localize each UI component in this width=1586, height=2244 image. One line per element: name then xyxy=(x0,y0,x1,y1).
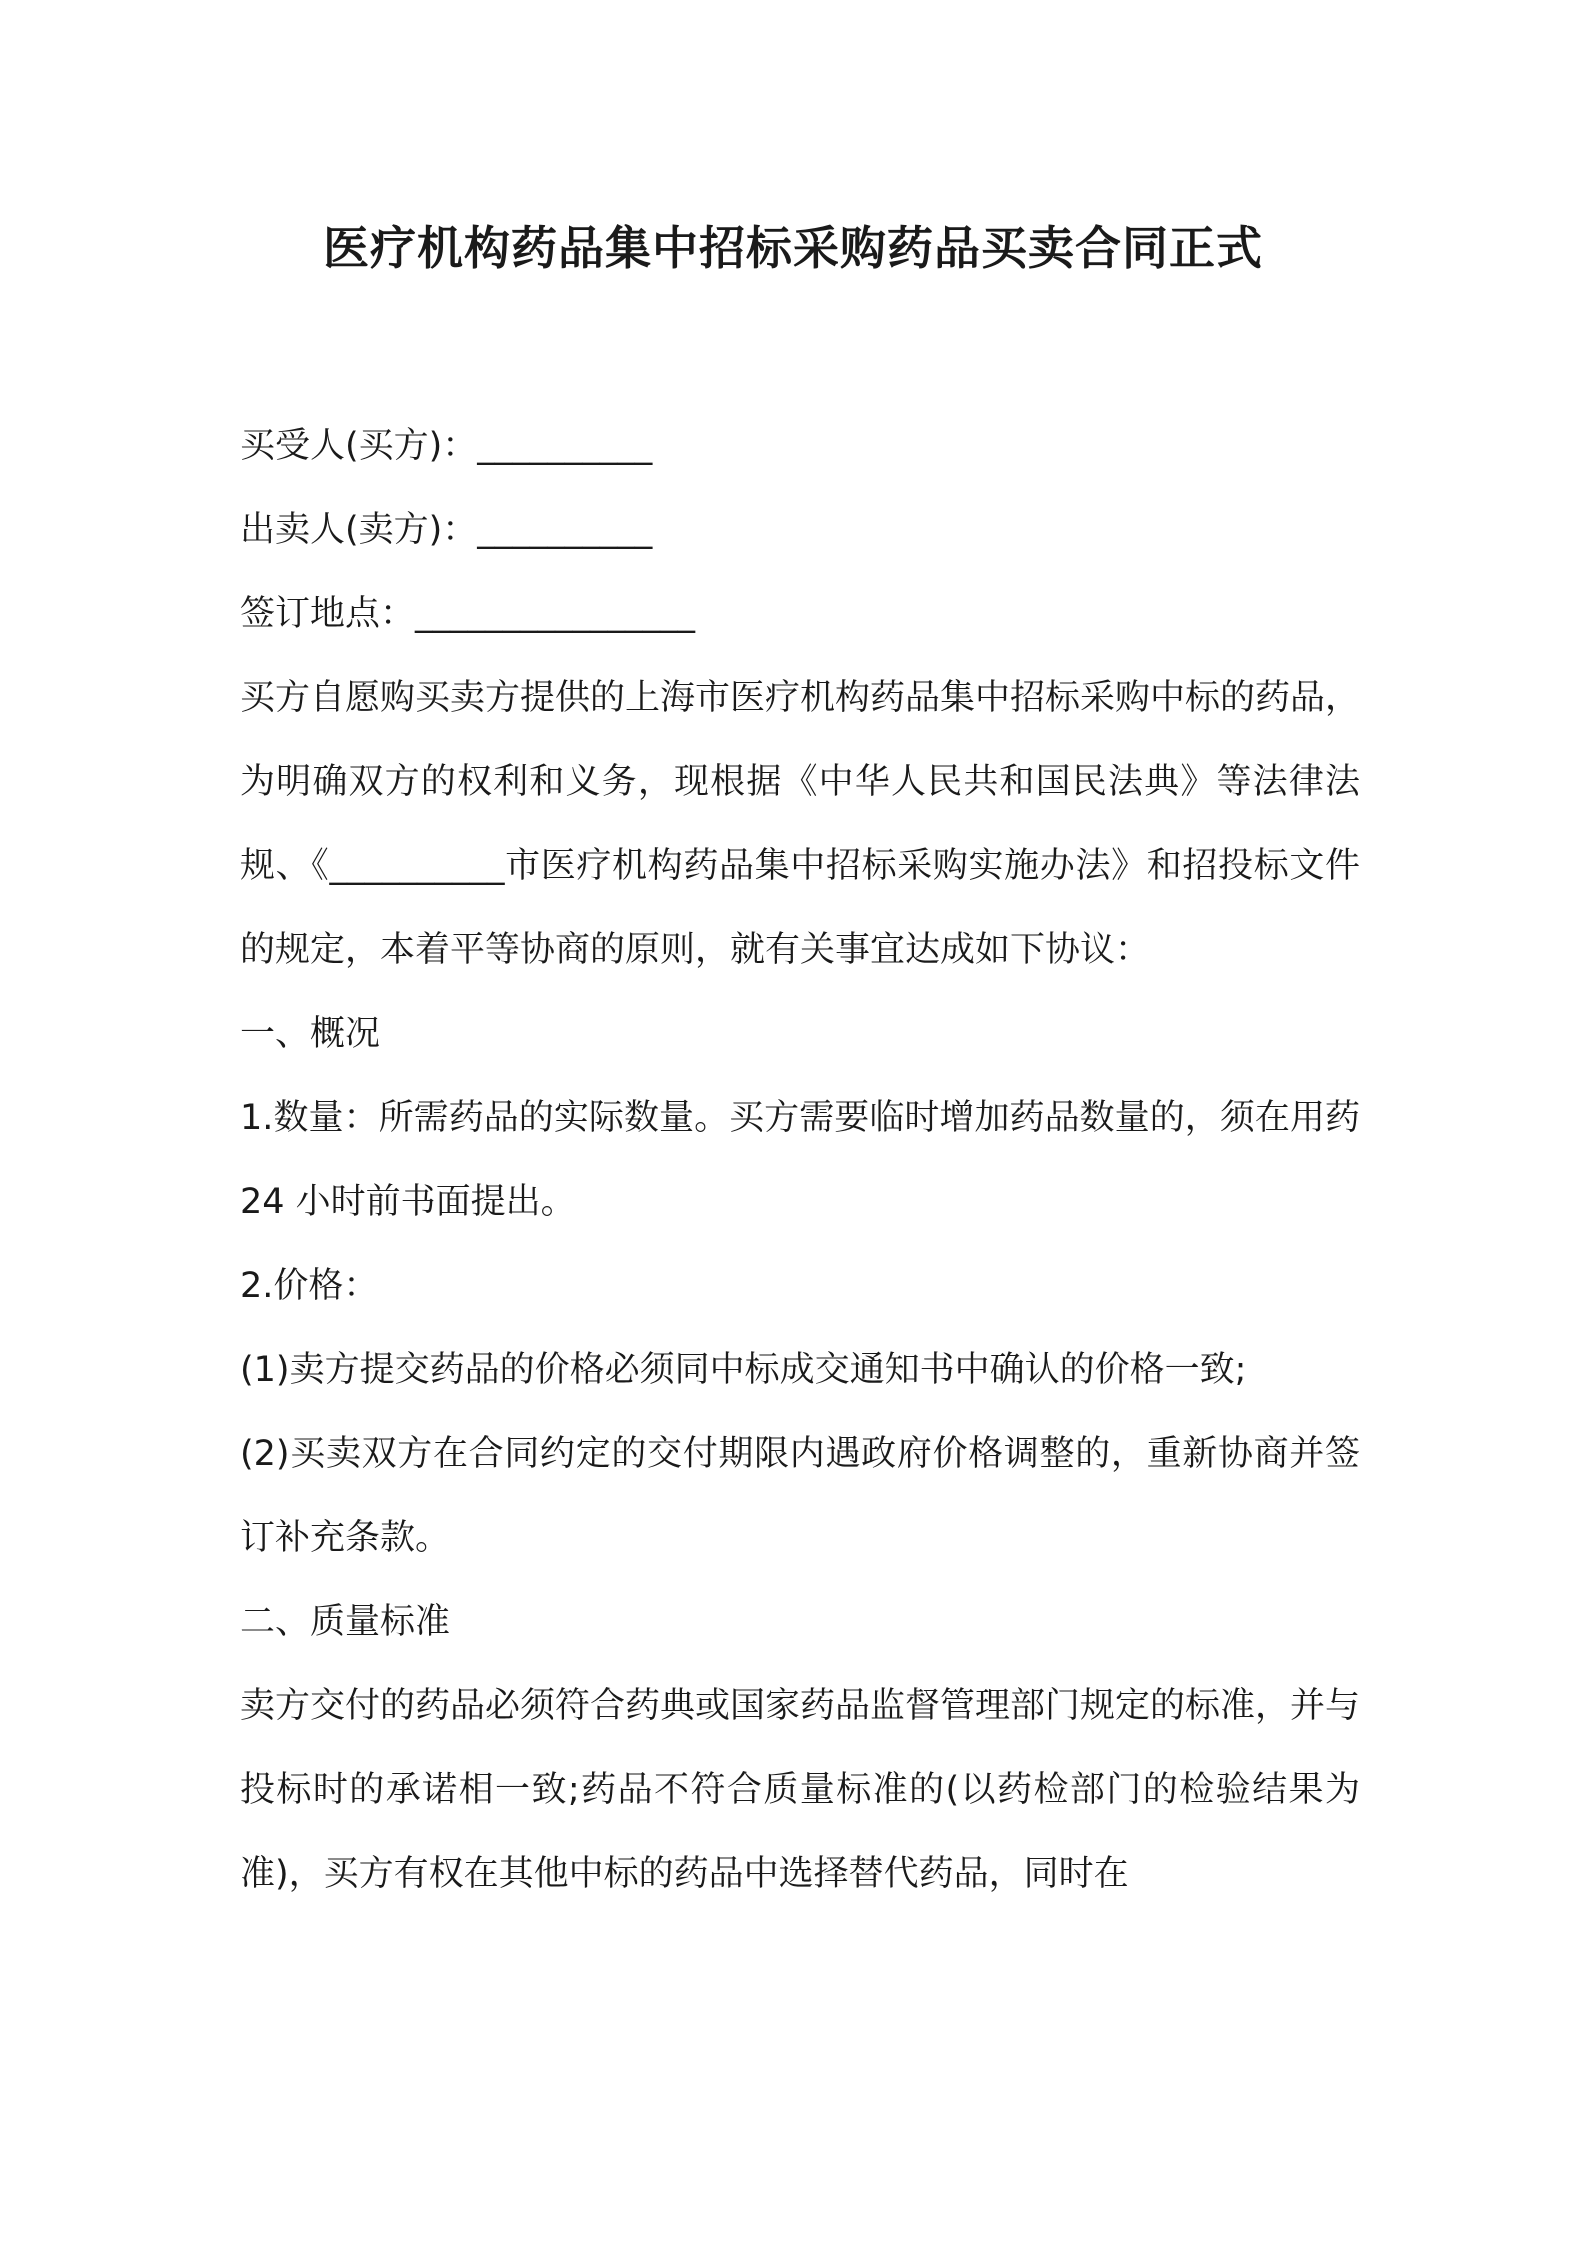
section-1-heading: 一、概况 xyxy=(240,1014,381,1054)
quality-clause: 卖方交付的药品必须符合药典或国家药品监督管理部门规定的标准，并与投标时的承诺相一致;药品不符合质量标准的(以药检部门的检验结果为准)，买方有权在其他中标的药品中选择替代药品，同时在 xyxy=(240,1686,1361,1894)
price-item-1: (1)卖方提交药品的价格必须同中标成交通知书中确认的价格一致; xyxy=(240,1350,1247,1390)
buyer-field: 买受人(买方)：__________ xyxy=(240,426,653,466)
document-title: 医疗机构药品集中招标采购药品买卖合同正式 xyxy=(323,221,1263,275)
seller-field: 出卖人(卖方)：__________ xyxy=(240,510,653,550)
quantity-clause: 1.数量：所需药品的实际数量。买方需要临时增加药品数量的，须在用药 24 小时前书面提出。 xyxy=(240,1098,1360,1222)
signing-place-field: 签订地点：________________ xyxy=(240,594,696,634)
price-heading: 2.价格： xyxy=(240,1266,379,1306)
section-2-heading: 二、质量标准 xyxy=(240,1602,451,1642)
price-item-2: (2)买卖双方在合同约定的交付期限内遇政府价格调整的，重新协商并签订补充条款。 xyxy=(240,1434,1360,1558)
document-body xyxy=(240,404,1360,1916)
intro-paragraph: 买方自愿购买卖方提供的上海市医疗机构药品集中招标采购中标的药品，为明确双方的权利和义务，现根据《中华人民共和国民法典》等法律法规、《__________市医疗机构药品集中招标采购实施办法》和招投标文件的规定，本着平等协商的原则，就有关事宜达成如下协议： xyxy=(240,678,1361,970)
